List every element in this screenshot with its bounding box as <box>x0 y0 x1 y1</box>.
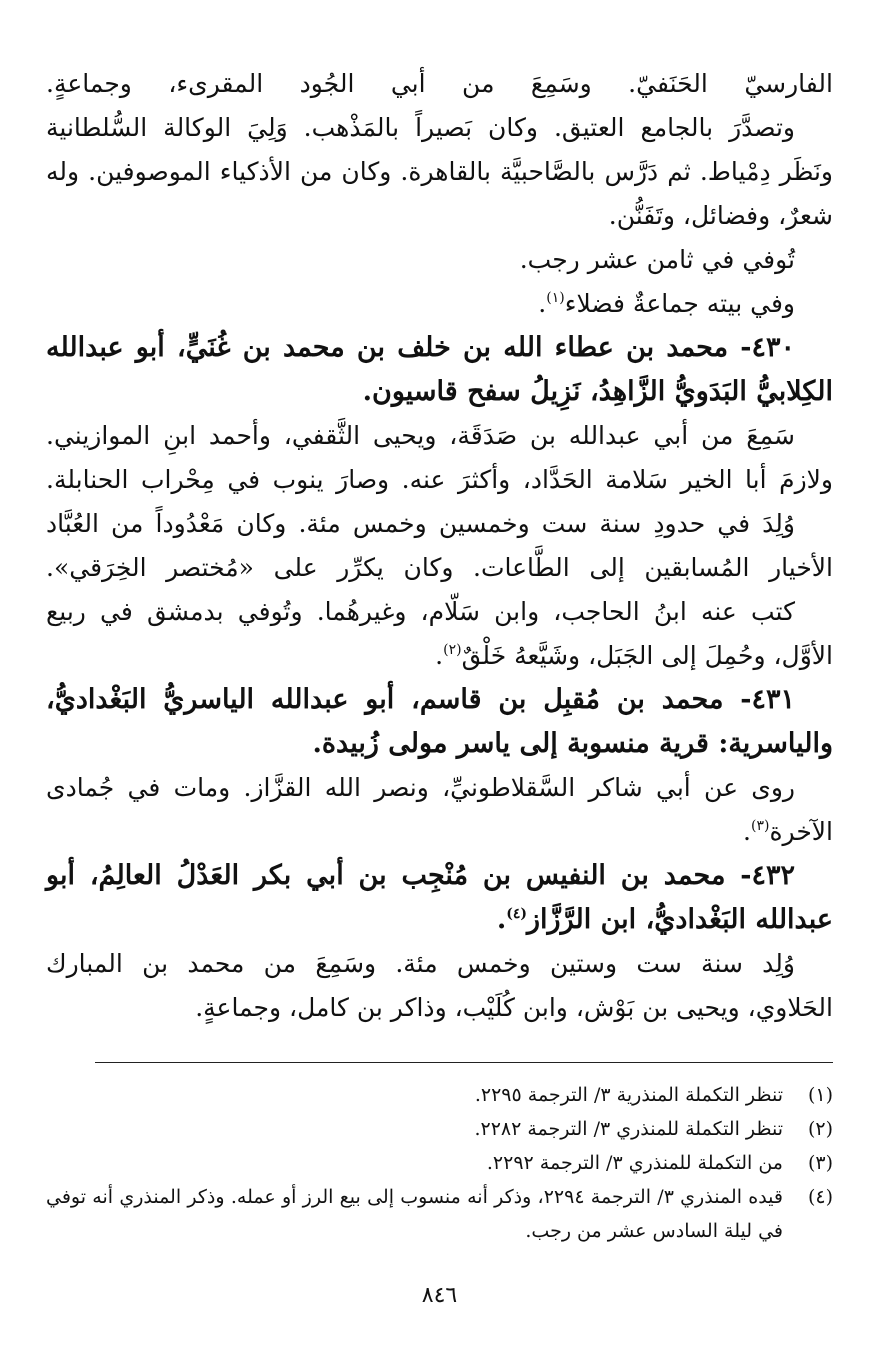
entry-431-line-1: روى عن أبي شاكر السَّقلاطونيِّ، ونصر الله القزَّاز. ومات في جُمادى <box>46 773 795 802</box>
intro-line-5: تُوفي في ثامن عشر رجب. <box>519 245 795 274</box>
intro-line-3: ونَظَر دِمْياط. ثم دَرَّس بالصَّاحبيَّة بالقاهرة. وكان من الأذكياء الموصوفين. وله <box>46 157 833 186</box>
intro-line-6-text: وفي بيته جماعةٌ فضلاء <box>564 289 795 318</box>
entry-430-line-1: سَمِعَ من أبي عبدالله بن صَدَقَة، ويحيى الثَّقفي، وأحمد ابنِ الموازيني. <box>46 421 795 450</box>
entry-430-line-6: الأوَّل، وحُمِلَ إلى الجَبَل، وشَيَّعهُ خَلْقٌ$^{(٢)}$. <box>435 641 833 670</box>
footnote-text: تنظر التكملة للمنذري ٣/ الترجمة ٢٢٨٢. <box>474 1118 783 1140</box>
footnote-number: (١) <box>807 1084 833 1106</box>
entry-432-heading-1: ٤٣٢- محمد بن النفيس بن مُنْجِب بن أبي بكر العَدْلُ العالِمُ، أبو <box>46 860 795 891</box>
footnotes <box>46 1078 833 1248</box>
entry-430-heading-2: الكِلابيُّ البَدَويُّ الزَّاهِدُ، نَزِيلُ سفح قاسيون. <box>362 376 833 407</box>
entry-431-line-2: الآخرة$^{(٣)}$. <box>743 817 833 846</box>
footnote-4 <box>46 1180 833 1248</box>
page-number: ٨٤٦ <box>421 1283 458 1308</box>
entry-430-line-4: الأخيار المُسابقين إلى الطَّاعات. وكان يكرِّر على «مُختصر الخِرَقي». <box>46 553 833 582</box>
footnote-2 <box>46 1112 833 1146</box>
entry-431-heading-2: والياسرية: قرية منسوبة إلى ياسر مولى زُبيدة. <box>312 728 833 759</box>
footnote-text: من التكملة للمنذري ٣/ الترجمة ٢٢٩٢. <box>486 1152 783 1174</box>
entry-432-line-2: الحَلاوي، ويحيى بن بَوْش، وابن كُلَيْب، وذاكر بن كامل، وجماعةٍ. <box>195 993 833 1022</box>
footnote-ref-3: (٣) <box>750 818 770 834</box>
entry-432-heading-2: عبدالله البَغْداديُّ، ابن الرَّزَّاز$^{(٤)}$. <box>496 904 833 935</box>
footnote-3 <box>46 1146 833 1180</box>
entry-430-line-5: كتب عنه ابنُ الحاجب، وابن سَلّام، وغيرهُما. وتُوفي بدمشق في ربيع <box>46 597 795 626</box>
entry-430-line-3: وُلِدَ في حدودِ سنة ست وخمسين وخمس مئة. وكان مَعْدُوداً من العُبَّاد <box>46 509 795 538</box>
footnote-divider <box>95 1062 833 1063</box>
footnote-ref-2: (٢) <box>443 642 462 658</box>
entry-432-heading-2-text: عبدالله البَغْداديُّ، ابن الرَّزَّاز <box>527 904 833 935</box>
footnote-number: (٣) <box>807 1152 833 1174</box>
intro-line-6: وفي بيته جماعةٌ فضلاء$^{(١)}$. <box>538 289 795 318</box>
footnote-ref-4: (٤) <box>506 906 527 922</box>
footnote-text: تنظر التكملة المنذرية ٣/ الترجمة ٢٢٩٥. <box>474 1084 783 1106</box>
footnote-number: (٤) <box>807 1186 833 1208</box>
entry-431-line-2-text: الآخرة <box>769 817 833 846</box>
footnote-ref-1: (١) <box>546 290 565 306</box>
intro-line-1: الفارسيّ الحَنَفيّ. وسَمِعَ من أبي الجُود المقرىء، وجماعةٍ. <box>46 69 833 98</box>
intro-line-4: شعرٌ، وفضائل، وتَفَنُّن. <box>608 201 833 230</box>
intro-line-2: وتصدَّرَ بالجامع العتيق. وكان بَصيراً بالمَذْهب. وَلِيَ الوكالة السُّلطانية <box>46 113 795 142</box>
footnote-number: (٢) <box>807 1118 833 1140</box>
entry-430-heading-1: ٤٣٠- محمد بن عطاء الله بن خلف بن محمد بن غُنَيٍّ، أبو عبدالله <box>46 332 795 363</box>
entry-430-line-2: ولازمَ أبا الخير سَلامة الحَدَّاد، وأكثرَ عنه. وصارَ ينوب في مِحْراب الحنابلة. <box>46 465 833 494</box>
entry-432-line-1: وُلِد سنة ست وستين وخمس مئة. وسَمِعَ من محمد بن المبارك <box>46 949 795 978</box>
footnote-text: قيده المنذري ٣/ الترجمة ٢٢٩٤، وذكر أنه منسوب إلى بيع الرز أو عمله. وذكر المنذري أنه توفي في ليلة السادس عشر من رجب. <box>46 1186 784 1242</box>
entry-431-heading-1: ٤٣١- محمد بن مُقبِل بن قاسم، أبو عبدالله الياسريُّ البَغْداديُّ، <box>46 684 795 715</box>
footnote-1 <box>46 1078 833 1112</box>
entry-430-line-6-text: الأوَّل، وحُمِلَ إلى الجَبَل، وشَيَّعهُ خَلْقٌ <box>461 641 833 670</box>
